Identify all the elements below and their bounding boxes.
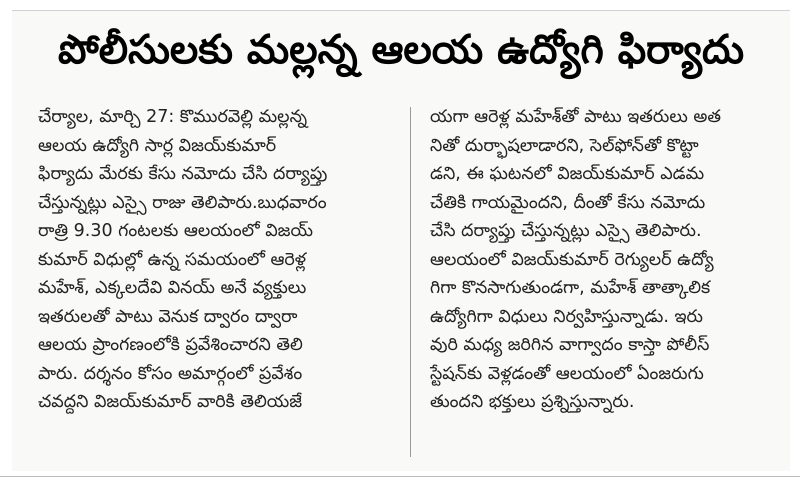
left-column-line: చవద్దని విజయ్‌కుమార్ వారికి తెలియజే — [38, 392, 303, 412]
left-column-line: కుమార్ విధుల్లో ఉన్న సమయంలో ఆరెళ్ల — [38, 249, 307, 270]
column-divider — [410, 107, 411, 457]
left-column-line: మహేశ్, ఎక్కలదేవి వినయ్ అనే వ్యక్తులు — [38, 278, 307, 298]
left-column-line: ఆలయ ప్రాంగణంలోకి ప్రవేశించారని తెలి — [38, 335, 303, 355]
right-column-line: చేసి దర్యాప్తు చేస్తున్నట్లు ఎస్సై తెలిపారు. — [430, 221, 702, 241]
right-column-line: డని, ఈ ఘటనలో విజయ్‌కుమార్ ఎడమ — [430, 164, 705, 184]
right-column-line: వురి మధ్య జరిగిన వాగ్వాదం కాస్తా పోలీస్ — [430, 335, 710, 355]
left-column-line: ఆలయ ఉద్యోగి సార్ల విజయ్‌కుమార్ — [38, 135, 277, 156]
right-column-line: స్టేషన్‌కు వెళ్లడంతో ఆలయంలో ఏంజరుగు — [430, 363, 704, 384]
left-column-line: ఇతరులతో పాటు వెనుక ద్వారం ద్వారా — [38, 306, 298, 327]
page-bottom-rule — [0, 476, 800, 477]
right-column-line: గిగా కొనసాగుతుండగా, మహేశ్ తాత్కాలిక — [430, 278, 711, 298]
right-column — [430, 103, 780, 417]
left-column-line: రాత్రి 9.30 గంటలకు ఆలయంలో విజయ్ — [38, 221, 313, 241]
right-column-line: ఉద్యోగిగా విధులు నిర్వహిస్తున్నాడు. ఇరు — [430, 306, 703, 327]
left-column-line: ఫిర్యాదు మేరకు కేసు నమోదు చేసి దర్యాప్తు — [38, 164, 328, 184]
right-column-line: యగా ఆరెళ్ల మహేశ్‌తో పాటు ఇతరులు అత — [430, 107, 721, 127]
left-column-line: చేర్యాల, మార్చి 27: కొమురవెల్లి మల్లన్న — [38, 107, 308, 127]
left-column — [38, 103, 392, 417]
right-column-line: ఆలయంలో విజయ్‌కుమార్ రెగ్యులర్ ఉద్యో — [430, 249, 714, 270]
left-column-line: పారు. దర్శనం కోసం అమార్గంలో ప్రవేశం — [38, 363, 303, 384]
right-column-line: చేతికి గాయమైందని, దీంతో కేసు నమోదు — [430, 192, 706, 213]
right-column-line: నితో దుర్భాషలాడారని, సెల్‌ఫోన్‌తో కొట్టా — [430, 135, 699, 156]
right-column-line: తుందని భక్తులు ప్రశ్నిస్తున్నారు. — [430, 392, 635, 412]
article-headline: పోలీసులకు మల్లన్న ఆలయ ఉద్యోగి ఫిర్యాదు — [57, 27, 745, 73]
left-column-line: చేస్తున్నట్లు ఎస్సై రాజు తెలిపారు.బుధవారం — [38, 192, 327, 213]
news-clipping — [12, 10, 790, 471]
